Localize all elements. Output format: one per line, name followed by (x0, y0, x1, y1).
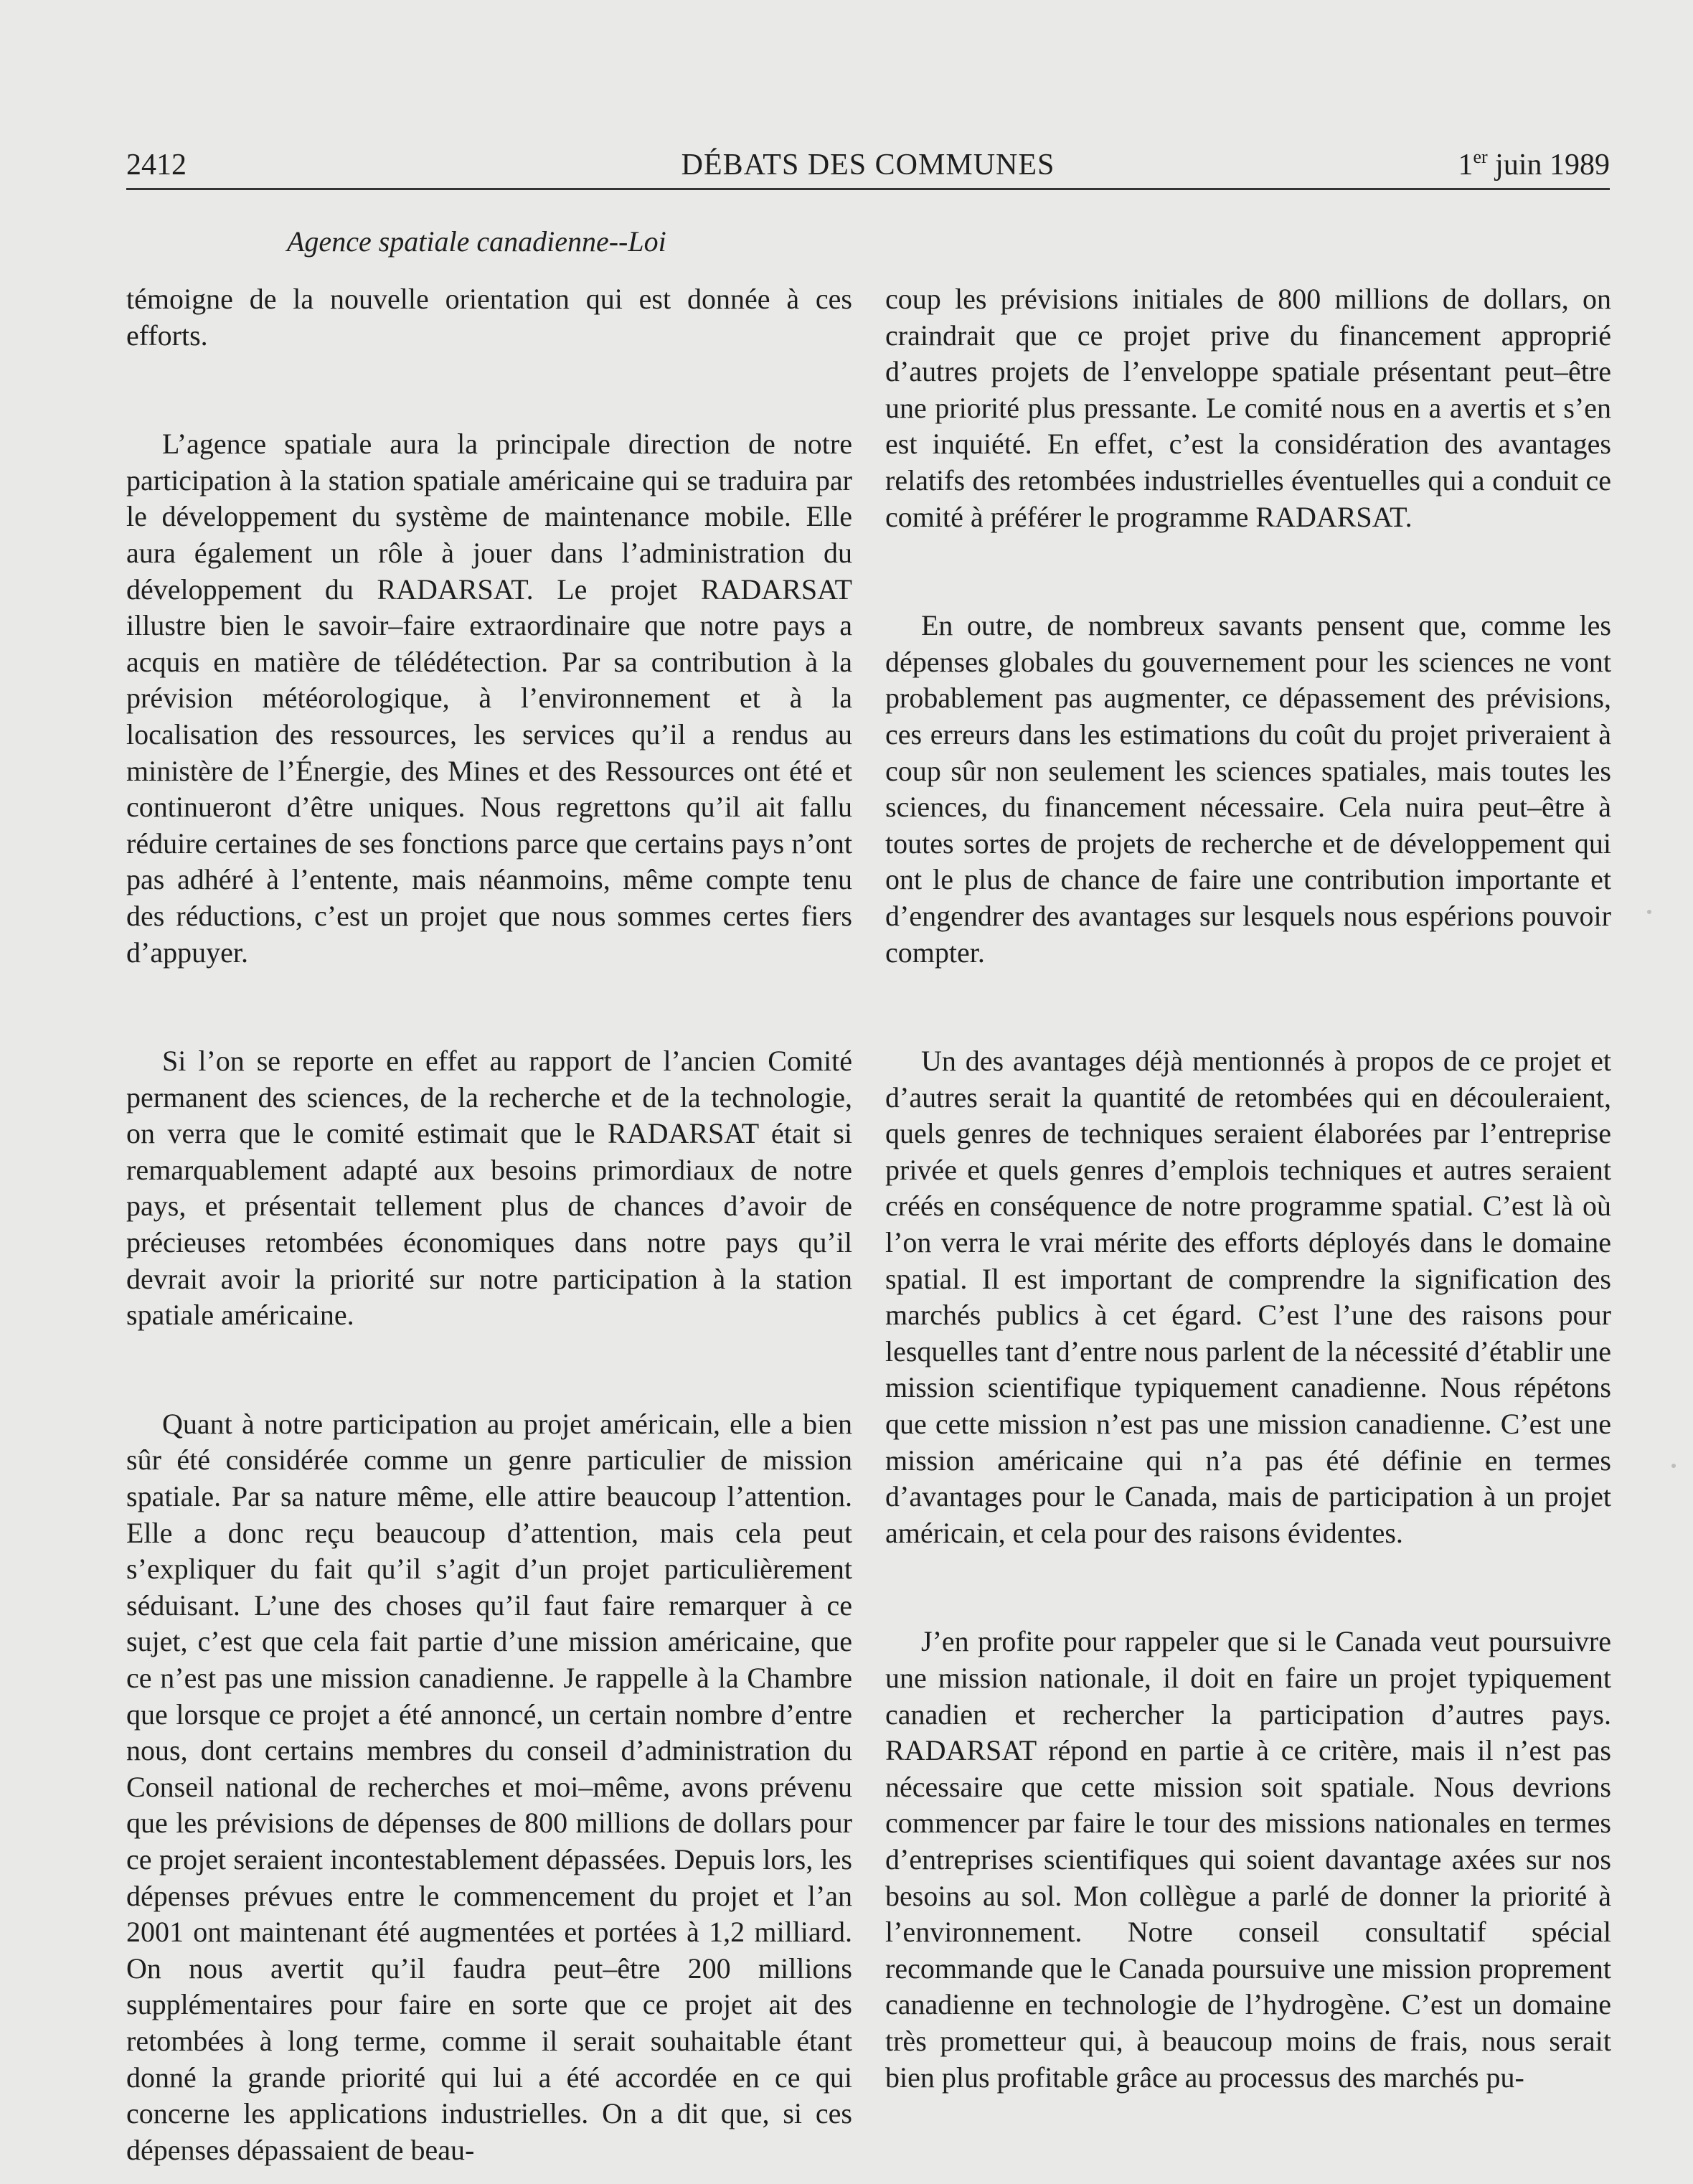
left-column (126, 281, 852, 2168)
page-header (126, 145, 1610, 185)
date-day: 1 (1458, 149, 1473, 182)
date-suffix: er (1473, 146, 1488, 167)
header-date (1458, 145, 1610, 185)
paragraph: Quant à notre participation au projet américain, elle a bien sûr été considérée comme un genre particulier de mission spatiale. Par sa nature même, elle attire beaucoup l’attention. Elle a donc reçu beaucoup d’attention, mais cela peut s’expliquer du fait qu’il s’agit d’un projet particulièrement séduisant. L’une des choses qu’il faut faire remarquer à ce sujet, c’est que cela fait partie d’une mission américaine, que ce n’est pas une mission canadienne. Je rappelle à la Chambre que lorsque ce projet a été annoncé, un certain nombre d’entre nous, dont certains membres du conseil d’administration du Conseil national de recherches et moi–même, avons prévenu que les prévisions de dépenses de 800 millions de dollars pour ce projet seraient incontestablement dépassées. Depuis lors, les dépenses prévues entre le commencement du projet et l’an 2001 ont maintenant été augmentées et portées à 1,2 milliard. On nous avertit qu’il faudra peut–être 200 millions supplémentaires pour faire en sorte que ce projet ait des retombées à long terme, comme il serait souhaitable étant donné la grande priorité qui lui a été accordée en ce qui concerne les applications industrielles. On a dit que, si ces dépenses dépassaient de beau- (126, 1407, 852, 2166)
running-title: Agence spatiale canadienne--Loi (287, 225, 666, 258)
date-rest: juin 1989 (1487, 149, 1610, 182)
header-rule (126, 188, 1610, 190)
paragraph: Un des avantages déjà mentionnés à propos de ce projet et d’autres serait la quantité de retombées qui en découleraient, quels genres de techniques seraient élaborées par l’entreprise privée et quels genres d’emplois techniques et autres seraient créés en conséquence de notre programme spatial. C’est là où l’on verra le vrai mérite des efforts déployés dans le domaine spatial. Il est important de comprendre la signification des marchés publics à cet égard. C’est l’une des raisons pour lesquelles tant d’entre nous parlent de la nécessité d’établir une mission scientifique typiquement canadienne. Nous répétons que cette mission n’est pas une mission canadienne. C’est une mission américaine qui n’a pas été définie en termes d’avantages pour le Canada, mais de participation à un projet américain, et cela pour des raisons évidentes. (885, 1045, 1611, 1549)
paragraph: témoigne de la nouvelle orientation qui est donnée à ces efforts. (126, 283, 852, 352)
paragraph: En outre, de nombreux savants pensent que, comme les dépenses globales du gouvernement pour les sciences ne vont probablement pas augmenter, ce dépassement des prévisions, ces erreurs dans les estimations du coût du projet priveraient à coup sûr non seulement les sciences spatiales, mais toutes les sciences, du financement nécessaire. Cela nuira peut–être à toutes sortes de projets de recherche et de développement qui ont le plus de chance de faire une contribution importante et d’engendrer des avantages sur lesquels nous espérions pouvoir compter. (885, 609, 1611, 969)
paragraph: L’agence spatiale aura la principale direction de notre participation à la station spatiale américaine qui se traduira par le développement du système de maintenance mobile. Elle aura également un rôle à jouer dans l’administration du développement du RADARSAT. Le projet RADARSAT illustre bien le savoir–faire extraordinaire que notre pays a acquis en matière de télédétection. Par sa contribution à la prévision météorologique, à l’environnement et à la localisation des ressources, les services qu’il a rendus au ministère de l’Énergie, des Mines et des Ressources ont été et continueront d’être uniques. Nous regrettons qu’il ait fallu réduire certaines de ses fonctions parce que certains pays n’ont pas adhéré à l’entente, mais néanmoins, même compte tenu des réductions, c’est un projet que nous sommes certes fiers d’appuyer. (126, 428, 852, 969)
journal-title: DÉBATS DES COMMUNES (681, 149, 1055, 182)
paragraph: coup les prévisions initiales de 800 millions de dollars, on craindrait que ce projet prive du financement approprié d’autres projets de l’enveloppe spatiale présentant peut–être une priorité plus pressante. Le comité nous en a avertis et s’en est inquiété. En effet, c’est la considération des avantages relatifs des retombées industrielles éventuelles qui a conduit ce comité à préférer le programme RADARSAT. (885, 283, 1611, 533)
right-column (885, 281, 1611, 2096)
page-number: 2412 (126, 149, 187, 182)
scan-speck (1647, 910, 1651, 914)
paragraph: Si l’on se reporte en effet au rapport de l’ancien Comité permanent des sciences, de la recherche et de la technologie, on verra que le comité estimait que le RADARSAT était si remarquablement adapté aux besoins primordiaux de notre pays, et présentait tellement plus de chances d’avoir de précieuses retombées économiques dans notre pays qu’il devrait avoir la priorité sur notre participation à la station spatiale américaine. (126, 1045, 852, 1332)
scan-speck (1671, 1464, 1676, 1468)
paragraph: J’en profite pour rappeler que si le Canada veut poursuivre une mission nationale, il doit en faire un projet typiquement canadien et rechercher la participation d’autres pays. RADARSAT répond en partie à ce critère, mais il n’est pas nécessaire que cette mission soit spatiale. Nous devrions commencer par faire le tour des missions nationales en termes d’entreprises scientifiques qui soient davantage axées sur nos besoins au sol. Mon collègue a parlé de donner la priorité à l’environnement. Notre conseil consultatif spécial recommande que le Canada poursuive une mission proprement canadienne en technologie de l’hydrogène. C’est un domaine très prometteur qui, à beaucoup moins de frais, nous serait bien plus profitable grâce au processus des marchés pu- (885, 1625, 1611, 2094)
